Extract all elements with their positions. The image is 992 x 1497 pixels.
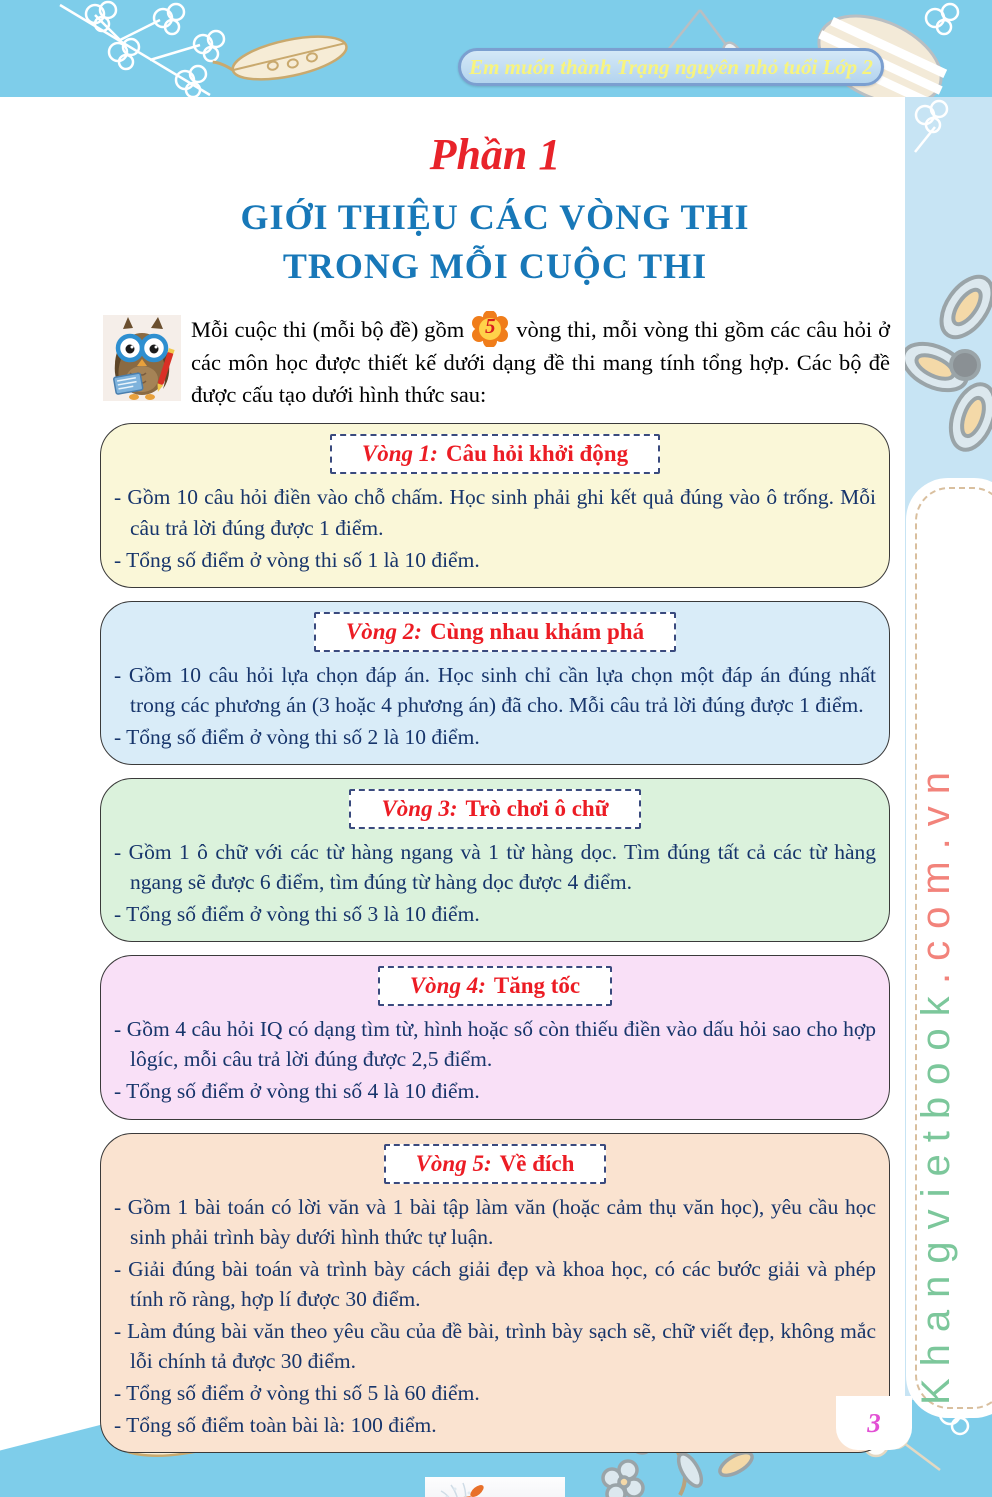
round-4-label: Vòng 4: [409,973,486,999]
series-badge [458,48,884,86]
round-3-line: - Tổng số điểm ở vòng thi số 3 là 10 điểm. [114,902,480,927]
round-1-line: - Tổng số điểm ở vòng thi số 1 là 10 điểm. [114,547,480,572]
round-5-label: Vòng 5: [415,1150,492,1176]
intro-text-after: vòng thi, mỗi vòng thi gồm các câu hỏi ở các môn học được thiết kế dưới dạng đề thi mang tính tổng hợp. Các bộ đề được cấu tạo dưới hình thức sau: [191,316,891,407]
section-title-line1: GIỚI THIỆU CÁC VÒNG THI [240,197,750,238]
round-2-line: - Gồm 10 câu hỏi lựa chọn đáp án. Học sinh chỉ cần lựa chọn một đáp án đúng nhất trong các phương án (3 hoặc 4 phương án) đã cho. Mỗi câu trả lời đúng được 1 điểm. [114,662,876,717]
round-2-line: - Tổng số điểm ở vòng thi số 2 là 10 điểm. [114,724,480,749]
round-4-line: - Gồm 4 câu hỏi IQ có dạng tìm từ, hình hoặc số còn thiếu điền vào dấu hỏi sao cho hợp lôgíc, mỗi câu trả lời đúng được 2,5 điểm. [114,1017,876,1072]
round-5-line: - Gồm 1 bài toán có lời văn và 1 bài tập làm văn (hoặc cảm thụ văn học), yêu cầu học sinh phải trình bày dưới hình thức tự luận. [114,1194,876,1249]
round-3-box [100,778,890,942]
round-5-line: - Làm đúng bài văn theo yêu cầu của đề bài, trình bày sạch sẽ, chữ viết đẹp, không mắc lỗi chính tả được 30 điểm. [114,1318,876,1374]
page-number-tab [836,1396,912,1450]
round-3-title [349,789,640,829]
page-content [100,97,890,1497]
round-2-label: Vòng 2: [345,618,422,644]
watermark-domain-tld: .com.vn [914,760,958,985]
section-title [100,193,890,290]
watermark-domain-name: Khangvietbook [914,984,958,1405]
intro-text-before: Mỗi cuộc thi (mỗi bộ đề) gồm [191,316,465,342]
round-4-name: Tăng tốc [493,973,581,999]
flower-number-badge-icon [472,311,508,347]
top-decorative-strip [0,0,992,97]
round-3-line: - Gồm 1 ô chữ với các từ hàng ngang và 1 từ hàng dọc. Tìm đúng tất cả các từ hàng ngang sẽ được 6 điểm, tìm đúng từ hàng dọc được 4 điểm. [114,840,876,895]
round-5-line: - Tổng số điểm ở vòng thi số 5 là 60 điểm. [114,1381,480,1406]
round-1-title [330,434,660,474]
round-4-line: - Tổng số điểm ở vòng thi số 4 là 10 điểm. [114,1079,480,1104]
round-5-box [100,1133,890,1454]
round-5-line: - Giải đúng bài toán và trình bày cách giải đẹp và khoa học, có các bước giải và phép tính rõ ràng, hợp lí được 30 điểm. [114,1256,876,1311]
owl-mascot-icon [103,315,181,401]
section-title-line2: TRONG MỖI CUỘC THI [282,245,708,286]
round-4-box [100,955,890,1119]
round-5-name: Về đích [499,1150,575,1176]
fishbowls-image [425,1477,565,1497]
round-2-box [100,601,890,765]
round-5-title [384,1144,607,1184]
part-title: Phần 1 [429,130,561,179]
page-number: 3 [867,1407,881,1438]
round-1-name: Câu hỏi khởi động [445,441,629,467]
series-badge-label: Em muốn thành Trạng nguyên nhỏ tuổi Lớp 2 [469,54,873,79]
round-4-title [378,966,612,1006]
round-5-line: - Tổng số điểm toàn bài là: 100 điểm. [114,1413,437,1438]
watermark-text [914,560,959,1405]
round-2-title [314,612,676,652]
round-2-name: Cùng nhau khám phá [429,618,645,644]
round-1-label: Vòng 1: [361,441,438,467]
round-count-number: 5 [485,313,496,338]
intro-paragraph-block [100,311,890,411]
intro-text [100,311,890,411]
round-3-name: Trò chơi ô chữ [465,796,609,822]
round-1-line: - Gồm 10 câu hỏi điền vào chỗ chấm. Học sinh phải ghi kết quả đúng vào ô trống. Mỗi câu trả lời đúng được 1 điểm. [114,485,876,540]
round-3-label: Vòng 3: [381,796,458,822]
round-1-box [100,423,890,587]
